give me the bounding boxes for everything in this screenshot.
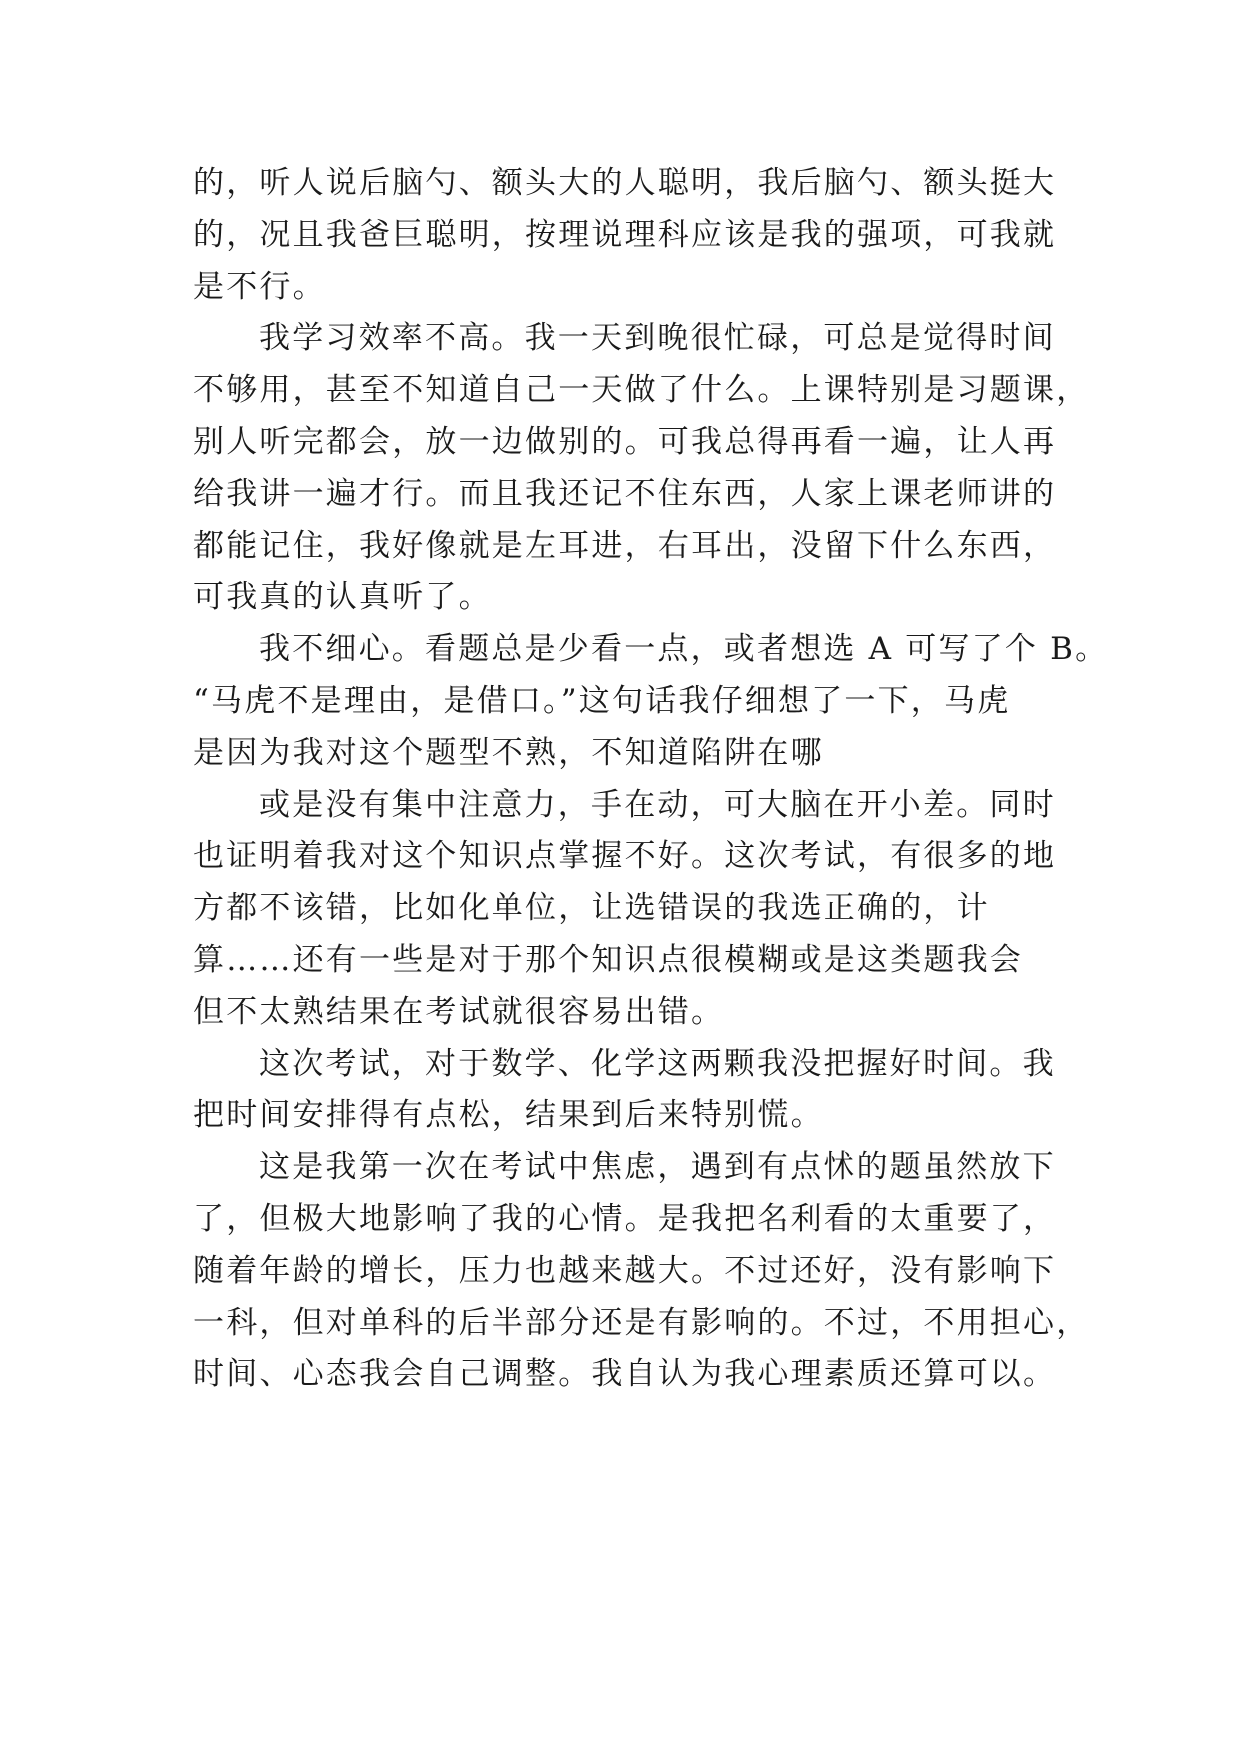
text-line: 我不细心。看题总是少看一点，或者想选 A 可写了个 B。 [259, 631, 1109, 668]
text-line: 但不太熟结果在考试就很容易出错。 [193, 993, 725, 1030]
text-line: 时间、心态我会自己调整。我自认为我心理素质还算可以。 [193, 1356, 1057, 1393]
text-line: 可我真的认真听了。 [193, 579, 492, 616]
text-line: 是因为我对这个题型不熟，不知道陷阱在哪 [193, 734, 824, 771]
text-line: 这是我第一次在考试中焦虑，遇到有点怵的题虽然放下 [259, 1149, 1056, 1186]
text-line: 给我讲一遍才行。而且我还记不住东西，人家上课老师讲的 [193, 475, 1057, 512]
body-text [193, 158, 1109, 1401]
text-line: 这次考试，对于数学、化学这两颗我没把握好时间。我 [259, 1045, 1056, 1082]
text-line: 把时间安排得有点松，结果到后来特别慌。 [193, 1097, 824, 1134]
text-line: 我学习效率不高。我一天到晚很忙碌，可总是觉得时间 [259, 320, 1056, 357]
text-line: 不够用，甚至不知道自己一天做了什么。上课特别是习题课， [193, 372, 1090, 409]
text-line: 了，但极大地影响了我的心情。是我把名利看的太重要了， [193, 1200, 1057, 1237]
text-line: 别人听完都会，放一边做别的。可我总得再看一遍，让人再 [193, 423, 1057, 460]
text-line: 算……还有一些是对于那个知识点很模糊或是这类题我会 [193, 941, 1023, 978]
text-line: “马虎不是理由，是借口。”这句话我仔细想了一下，马虎 [193, 682, 1011, 719]
text-line: 随着年龄的增长，压力也越来越大。不过还好，没有影响下 [193, 1252, 1057, 1289]
text-line: 是不行。 [193, 268, 326, 305]
text-line: 或是没有集中注意力，手在动，可大脑在开小差。同时 [259, 786, 1056, 823]
text-line: 的，听人说后脑勺、额头大的人聪明，我后脑勺、额头挺大 [193, 165, 1057, 201]
text-line: 一科，但对单科的后半部分还是有影响的。不过，不用担心， [193, 1304, 1090, 1341]
text-line: 方都不该错，比如化单位，让选错误的我选正确的，计 [193, 890, 990, 927]
text-line: 的，况且我爸巨聪明，按理说理科应该是我的强项，可我就 [193, 216, 1057, 253]
text-line: 也证明着我对这个知识点掌握不好。这次考试，有很多的地 [193, 838, 1057, 875]
text-line: 都能记住，我好像就是左耳进，右耳出，没留下什么东西， [193, 527, 1057, 564]
